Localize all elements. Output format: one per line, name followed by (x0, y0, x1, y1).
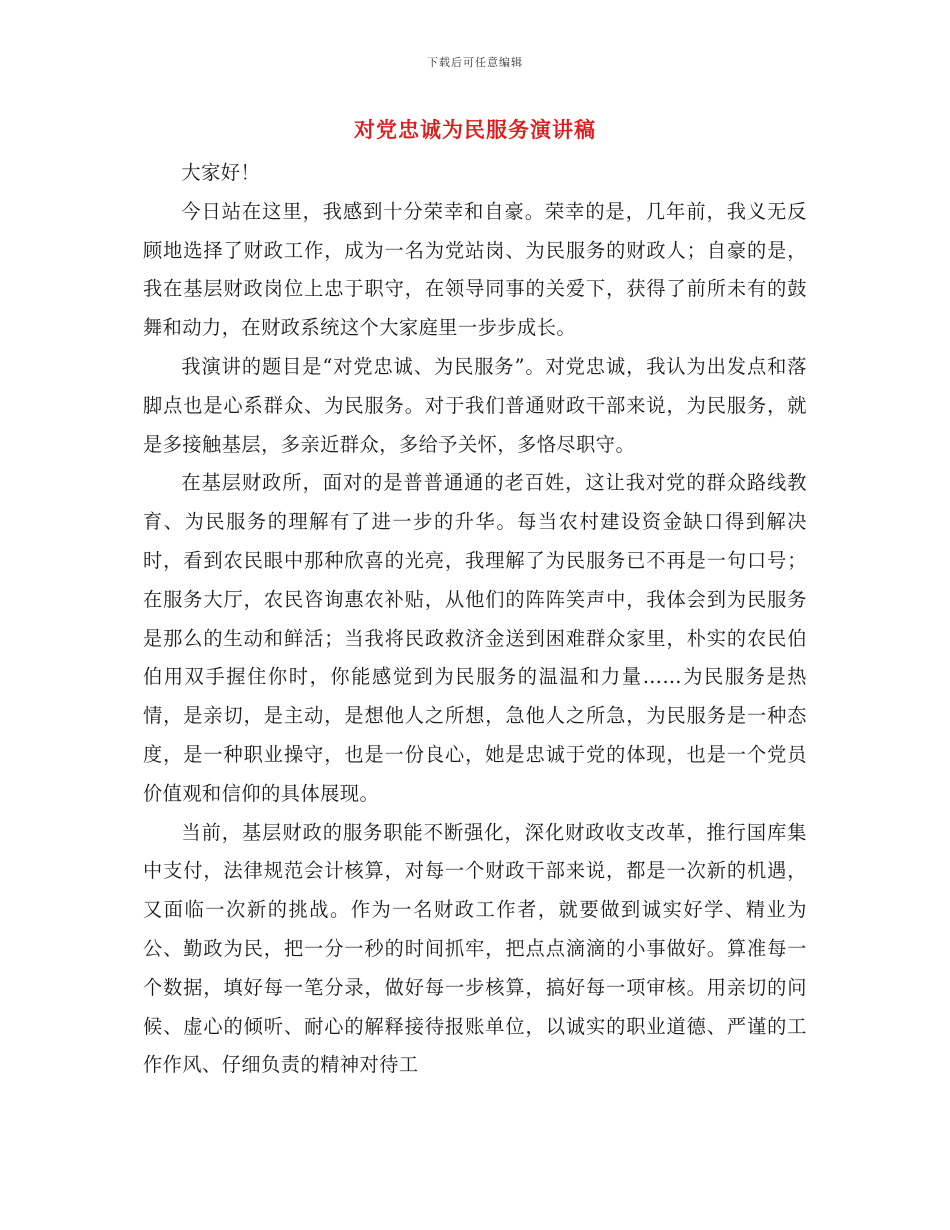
document-body (143, 154, 807, 1085)
paragraph-topic: 我演讲的题目是“对党忠诚、为民服务”。对党忠诚，我认为出发点和落脚点也是心系群众、为民服务。对于我们普通财政干部来说，为民服务，就是多接触基层，多亲近群众，多给予关怀，多恪尽职守。 (143, 354, 807, 456)
paragraph-intro: 今日站在这里，我感到十分荣幸和自豪。荣幸的是，几年前，我义无反顾地选择了财政工作，成为一名为党站岗、为民服务的财政人；自豪的是，我在基层财政岗位上忠于职守，在领导同事的关爱下，获得了前所未有的鼓舞和动力，在财政系统这个大家庭里一步步成长。 (143, 199, 807, 340)
paragraph-current: 当前，基层财政的服务职能不断强化，深化财政收支改革，推行国库集中支付，法律规范会计核算，对每一个财政干部来说，都是一次新的机遇，又面临一次新的挑战。作为一名财政工作者，就要做到诚实好学、精业为公、勤政为民，把一分一秒的时间抓牢，把点点滴滴的小事做好。算准每一个数据，填好每一笔分录，做好每一步核算，搞好每一项审核。用亲切的问候、虚心的倾听、耐心的解释接待报账单位，以诚实的职业道德、严谨的工作作风、仔细负责的精神对待工 (143, 820, 807, 1077)
paragraph-greeting: 大家好！ (181, 161, 261, 184)
header-note: 下载后可任意编辑 (427, 56, 523, 69)
document-title: 对党忠诚为民服务演讲稿 (354, 117, 596, 142)
paragraph-grassroots: 在基层财政所，面对的是普普通通的老百姓，这让我对党的群众路线教育、为民服务的理解有了进一步的升华。每当农村建设资金缺口得到解决时，看到农民眼中那种欣喜的光亮，我理解了为民服务已不再是一句口号；在服务大厅，农民咨询惠农补贴，从他们的阵阵笑声中，我体会到为民服务是那么的生动和鲜活；当我将民政救济金送到困难群众家里，朴实的农民伯伯用双手握住你时，你能感觉到为民服务的温温和力量……为民服务是热情，是亲切，是主动，是想他人之所想，急他人之所急，为民服务是一种态度，是一种职业操守，也是一份良心，她是忠诚于党的体现，也是一个党员价值观和信仰的具体展现。 (143, 471, 807, 805)
